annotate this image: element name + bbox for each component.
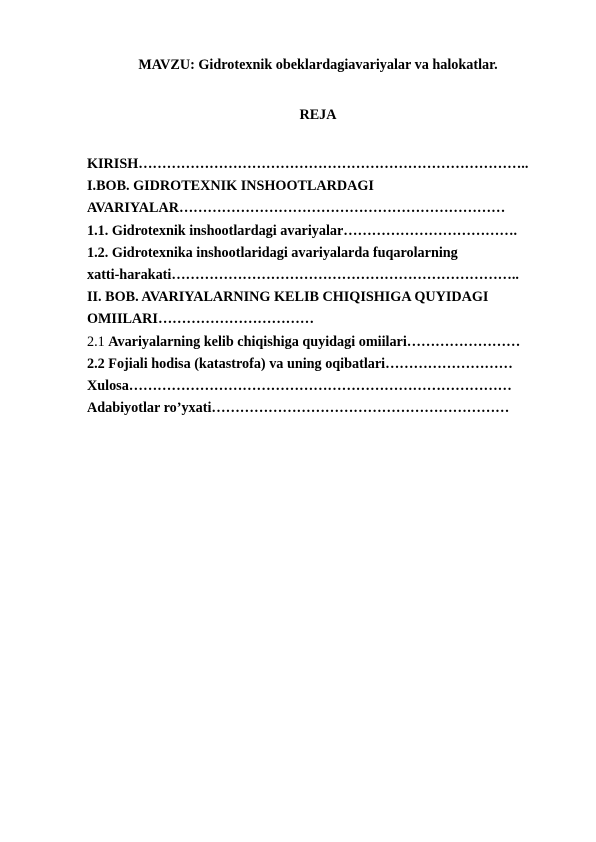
toc-line-1-2: 1.2. Gidrotexnika inshootlaridagi avariyalarda fuqarolarning (87, 244, 458, 261)
toc-line-bob1-heading-cont: AVARIYALAR…………………………………………………………… (87, 200, 506, 217)
table-of-contents (87, 153, 557, 419)
plan-heading: REJA (299, 107, 337, 123)
toc-line-1-2-cont: xatti-harakati……………………………………………………………….. (87, 266, 519, 283)
toc-line-kirish: KIRISH……………………………………………………………………….. (87, 156, 529, 172)
toc-line-xulosa: Xulosa……………………………………………………………………… (87, 377, 512, 394)
toc-line-bob2-heading: II. BOB. AVARIYALARNING KELIB CHIQISHIGA QUYIDAGI (87, 289, 489, 306)
toc-line-bob1-heading: I.BOB. GIDROTEXNIK INSHOOTLARDAGI (87, 178, 374, 195)
toc-line-bob2-heading-cont: OMIILARI…………………………… (87, 311, 315, 328)
toc-line-adabiyotlar: Adabiyotlar ro’yxati……………………………………………………… (87, 400, 510, 417)
toc-line-2-2: 2.2 Fojiali hodisa (katastrofa) va uning oqibatlari……………………… (87, 355, 513, 372)
toc-line-2-1: 2.1 Avariyalarning kelib chiqishiga quyidagi omiilari…………………… (87, 333, 521, 350)
toc-line-1-1: 1.1. Gidrotexnik inshootlardagi avariyalar………………………………. (87, 222, 518, 239)
document-title: MAVZU: Gidrotexnik obeklardagiavariyalar va halokatlar. (138, 57, 498, 73)
